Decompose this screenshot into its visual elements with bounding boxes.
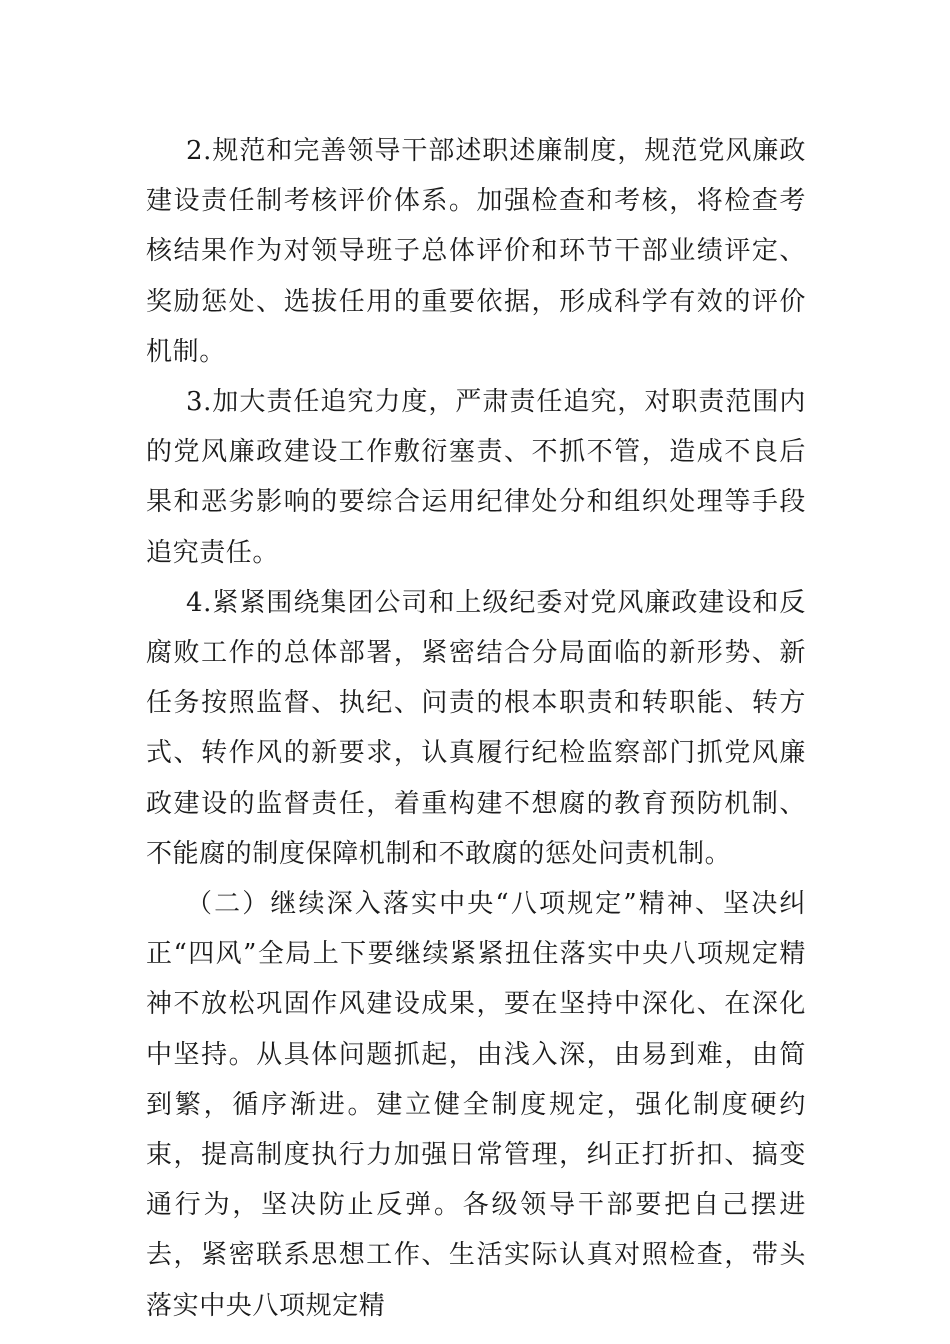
paragraph-item-2: 2.规范和完善领导干部述职述廉制度，规范党风廉政建设责任制考核评价体系。加强检查和考核，将检查考核结果作为对领导班子总体评价和环节干部业绩评定、奖励惩处、选拔任用的重要依据，形成科学有效的评价机制。: [146, 136, 806, 367]
paragraph-item-4: 4.紧紧围绕集团公司和上级纪委对党风廉政建设和反腐败工作的总体部署，紧密结合分局面临的新形势、新任务按照监督、执纪、问责的根本职责和转职能、转方式、转作风的新要求，认真履行纪检监察部门抓党风廉政建设的监督责任，着重构建不想腐的教育预防机制、不能腐的制度保障机制和不敢腐的惩处问责机制。: [146, 587, 806, 869]
document-body: [146, 126, 806, 1331]
paragraph-section-2: （二）继续深入落实中央“八项规定”精神、坚决纠正“四风”全局上下要继续紧紧扭住落实中央八项规定精神不放松巩固作风建设成果，要在坚持中深化、在深化中坚持。从具体问题抓起，由浅入深，由易到难，由简到繁，循序渐进。建立健全制度规定，强化制度硬约束，提高制度执行力加强日常管理，纠正打折扣、搞变通行为，坚决防止反弹。各级领导干部要把自己摆进去，紧密联系思想工作、生活实际认真对照检查，带头落实中央八项规定精: [146, 889, 806, 1321]
paragraph-item-3: 3.加大责任追究力度，严肃责任追究，对职责范围内的党风廉政建设工作敷衍塞责、不抓不管，造成不良后果和恶劣影响的要综合运用纪律处分和组织处理等手段追究责任。: [146, 387, 806, 568]
